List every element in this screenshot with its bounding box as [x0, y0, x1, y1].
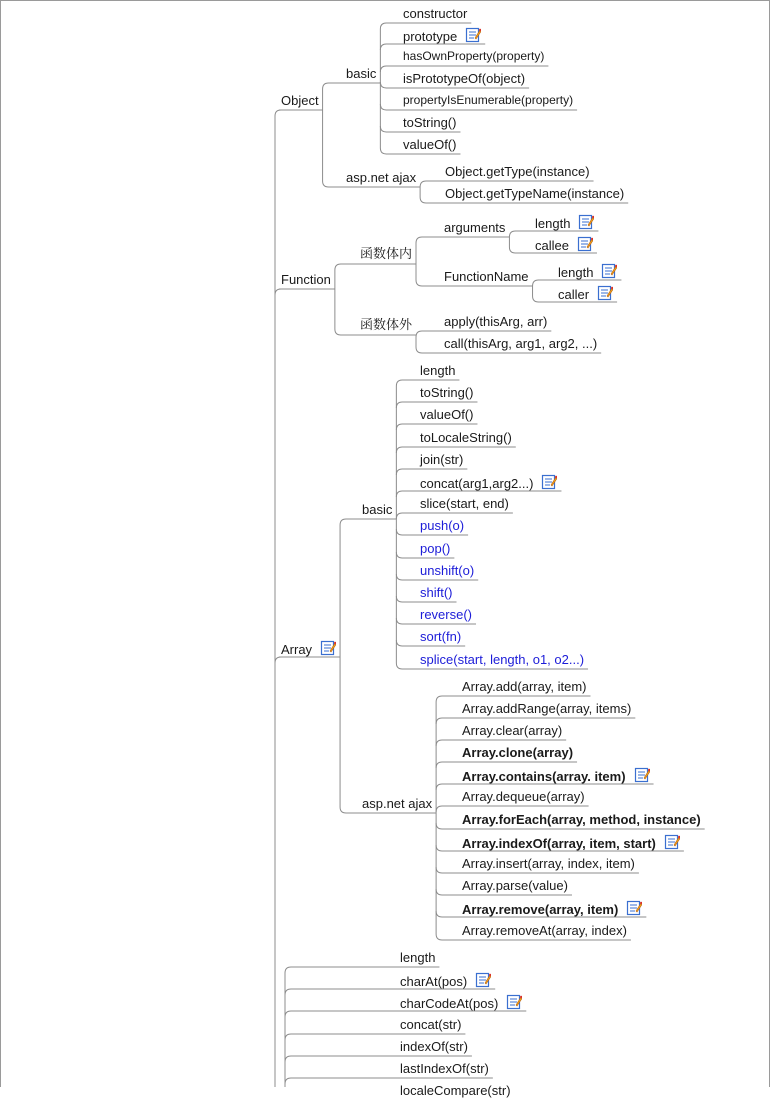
connector — [396, 402, 418, 408]
node-unshift-o[interactable] — [420, 563, 474, 578]
connector — [533, 280, 556, 286]
topic-function[interactable] — [281, 272, 331, 287]
node-localecompare-str[interactable] — [400, 1083, 511, 1098]
node-label: Array.insert(array, index, item) — [462, 856, 635, 871]
node-constructor[interactable] — [403, 6, 467, 21]
node-label: call(thisArg, arg1, arg2, ...) — [444, 336, 598, 351]
connector — [285, 1034, 398, 1040]
node-label: slice(start, end) — [420, 496, 509, 511]
connector — [396, 513, 418, 519]
node-array-contains-array-item[interactable] — [462, 767, 650, 784]
connector — [285, 1056, 398, 1062]
node-array-clear-array[interactable] — [462, 723, 562, 738]
node-label: asp.net ajax — [362, 796, 433, 811]
node-label: Array.clear(array) — [462, 723, 563, 738]
node-asp-net-ajax[interactable] — [362, 796, 432, 811]
node-label: concat(arg1,arg2...) — [420, 476, 534, 491]
node-label: toString() — [420, 385, 474, 400]
node-pop[interactable] — [420, 541, 450, 556]
node-label: basic — [346, 66, 377, 81]
node-call-thisarg-arg1-arg2[interactable] — [444, 336, 597, 351]
node-label: sort(fn) — [420, 629, 462, 644]
node-label: length — [558, 265, 594, 280]
note-icon[interactable] — [320, 640, 336, 656]
node-label: valueOf() — [420, 407, 474, 422]
node-label: 函数体外 — [360, 318, 413, 333]
node-apply-thisarg-arr[interactable] — [444, 314, 547, 329]
connector — [285, 1011, 398, 1017]
node-concat-arg1-arg2[interactable] — [420, 474, 557, 491]
node-label: length — [400, 950, 436, 965]
connector — [396, 447, 418, 453]
node-label: toLocaleString() — [420, 430, 512, 445]
node-array-removeat-array-index[interactable] — [462, 923, 627, 938]
connector — [380, 104, 401, 110]
node-length[interactable] — [535, 214, 594, 231]
connector — [416, 237, 442, 243]
node-indexof-str[interactable] — [400, 1039, 468, 1054]
node-label: indexOf(str) — [400, 1039, 468, 1054]
node-label: 函数体内 — [360, 247, 413, 262]
node-charat-pos[interactable] — [400, 972, 491, 989]
node-array-addrange-array-items[interactable] — [462, 701, 631, 716]
connector — [396, 424, 418, 430]
node-length[interactable] — [420, 363, 455, 378]
connector — [396, 552, 418, 558]
connector — [396, 491, 418, 497]
connector — [436, 784, 460, 790]
node-label: lastIndexOf(str) — [400, 1061, 489, 1076]
connector — [420, 197, 443, 203]
connector — [335, 264, 358, 270]
node-label: push(o) — [420, 518, 465, 533]
connector — [420, 181, 443, 187]
connector — [436, 934, 460, 940]
node-tostring[interactable] — [420, 385, 473, 400]
node-label: localeCompare(str) — [400, 1083, 511, 1098]
node-caller[interactable] — [558, 285, 613, 302]
connector — [380, 66, 401, 72]
root-connector — [275, 289, 281, 295]
node-label: length — [420, 363, 456, 378]
node-label: prototype — [403, 29, 458, 44]
node-label: constructor — [403, 6, 468, 21]
node-label: concat(str) — [400, 1017, 462, 1032]
node-basic[interactable] — [346, 66, 376, 81]
connector — [436, 718, 460, 724]
connector — [285, 967, 398, 973]
node-arguments[interactable] — [444, 220, 505, 235]
node-label: Array.parse(value) — [462, 878, 568, 893]
connector — [436, 889, 460, 895]
node-asp-net-ajax[interactable] — [346, 170, 416, 185]
note-icon[interactable] — [601, 263, 617, 279]
node-label: isPrototypeOf(object) — [403, 71, 526, 86]
node-label: reverse() — [420, 607, 473, 622]
connector — [335, 329, 358, 335]
note-icon[interactable] — [541, 474, 557, 490]
note-icon[interactable] — [506, 994, 522, 1010]
node-callee[interactable] — [535, 236, 593, 253]
node-label: callee — [535, 238, 569, 253]
node-label: arguments — [444, 220, 506, 235]
note-icon[interactable] — [634, 767, 650, 783]
note-icon[interactable] — [664, 834, 680, 850]
node-label: caller — [558, 287, 590, 302]
node-array-indexof-array-item-start[interactable] — [462, 834, 680, 851]
connector — [436, 806, 460, 812]
node-label: Array.contains(array. item) — [462, 769, 626, 784]
node-label: charAt(pos) — [400, 974, 468, 989]
node-shift[interactable] — [420, 585, 453, 600]
node-array-clone-array[interactable] — [462, 745, 573, 760]
connector — [380, 82, 401, 88]
node-item[interactable] — [360, 318, 412, 333]
note-icon[interactable] — [626, 900, 642, 916]
node-label: Array.addRange(array, items) — [462, 701, 632, 716]
node-isprototypeof-object[interactable] — [403, 71, 525, 86]
connector — [436, 740, 460, 746]
connector — [323, 181, 344, 187]
note-icon[interactable] — [465, 27, 481, 43]
node-label: Object.getType(instance) — [445, 164, 590, 179]
root-connector — [275, 110, 281, 116]
node-label: unshift(o) — [420, 563, 475, 578]
node-label: propertyIsEnumerable(property) — [403, 93, 574, 107]
connector — [436, 696, 460, 702]
node-label: Array.add(array, item) — [462, 679, 587, 694]
connector — [396, 529, 418, 535]
connector — [509, 247, 533, 253]
connector — [436, 823, 460, 829]
note-icon[interactable] — [475, 972, 491, 988]
connector — [396, 663, 418, 669]
connector — [396, 574, 418, 580]
note-icon[interactable] — [578, 214, 594, 230]
node-tolocalestring[interactable] — [420, 430, 512, 445]
node-basic[interactable] — [362, 502, 392, 517]
connector — [436, 845, 460, 851]
node-sort-fn[interactable] — [420, 629, 461, 644]
connector — [416, 331, 442, 337]
connector — [416, 347, 442, 353]
node-label: charCodeAt(pos) — [400, 996, 499, 1011]
node-functionname[interactable] — [444, 269, 529, 284]
node-label: Array.clone(array) — [462, 745, 574, 760]
note-icon[interactable] — [597, 285, 613, 301]
node-label: join(str) — [420, 452, 464, 467]
node-tostring[interactable] — [403, 115, 456, 130]
node-label: Function — [281, 272, 331, 287]
connector — [396, 469, 418, 475]
node-label: splice(start, length, o1, o2...) — [420, 652, 585, 667]
node-label: Array.dequeue(array) — [462, 789, 585, 804]
connector — [436, 867, 460, 873]
connector — [396, 596, 418, 602]
node-label: toString() — [403, 115, 457, 130]
connector — [380, 126, 401, 132]
node-prototype[interactable] — [403, 27, 481, 44]
node-label: Array.indexOf(array, item, start) — [462, 836, 656, 851]
node-label: Array.remove(array, item) — [462, 902, 619, 917]
connector — [323, 83, 344, 89]
node-lastindexof-str[interactable] — [400, 1061, 489, 1076]
node-array-insert-array-index-item[interactable] — [462, 856, 635, 871]
connector — [436, 762, 460, 768]
node-label: apply(thisArg, arr) — [444, 314, 548, 329]
node-label: Array.removeAt(array, index) — [462, 923, 627, 938]
connector — [396, 640, 418, 646]
node-concat-str[interactable] — [400, 1017, 461, 1032]
node-reverse[interactable] — [420, 607, 472, 622]
node-array-dequeue-array[interactable] — [462, 789, 585, 804]
node-label: Object.getTypeName(instance) — [445, 186, 625, 201]
connector — [285, 1078, 398, 1084]
node-slice-start-end[interactable] — [420, 496, 509, 511]
node-object-gettype-instance[interactable] — [445, 164, 590, 179]
node-length[interactable] — [400, 950, 435, 965]
node-hasownproperty-property[interactable] — [403, 49, 544, 64]
node-label: pop() — [420, 541, 451, 556]
connector — [380, 23, 401, 29]
node-array-add-array-item[interactable] — [462, 679, 587, 694]
node-array-parse-value[interactable] — [462, 878, 568, 893]
root-connector — [275, 657, 281, 663]
topic-object[interactable] — [281, 93, 319, 108]
node-item[interactable] — [360, 247, 412, 262]
connector — [416, 280, 442, 286]
connector — [380, 148, 401, 154]
connector — [396, 618, 418, 624]
connector — [533, 296, 556, 302]
note-icon[interactable] — [577, 236, 593, 252]
node-label: shift() — [420, 585, 453, 600]
connector — [436, 911, 460, 917]
connector — [380, 44, 401, 50]
node-object-gettypename-instance[interactable] — [445, 186, 624, 201]
connector — [509, 231, 533, 237]
node-label: valueOf() — [403, 137, 457, 152]
node-charcodeat-pos[interactable] — [400, 994, 522, 1011]
node-splice-start-length-o1-o2[interactable] — [420, 652, 584, 667]
node-label: FunctionName — [444, 269, 529, 284]
node-valueof[interactable] — [403, 137, 456, 152]
node-label: Array — [281, 642, 313, 657]
node-label: length — [535, 216, 571, 231]
node-join-str[interactable] — [420, 452, 463, 467]
node-push-o[interactable] — [420, 518, 464, 533]
node-label: Object — [281, 93, 319, 108]
connector — [340, 519, 360, 525]
connector — [285, 989, 398, 995]
connector — [396, 380, 418, 386]
node-valueof[interactable] — [420, 407, 473, 422]
node-label: asp.net ajax — [346, 170, 417, 185]
topic-array[interactable] — [281, 640, 336, 657]
connector — [340, 807, 360, 813]
node-array-foreach-array-method-instance[interactable] — [462, 812, 701, 827]
node-label: Array.forEach(array, method, instance) — [462, 812, 701, 827]
node-length[interactable] — [558, 263, 617, 280]
node-propertyisenumerable-property[interactable] — [403, 93, 573, 108]
node-label: hasOwnProperty(property) — [403, 49, 545, 63]
node-array-remove-array-item[interactable] — [462, 900, 642, 917]
node-label: basic — [362, 502, 393, 517]
